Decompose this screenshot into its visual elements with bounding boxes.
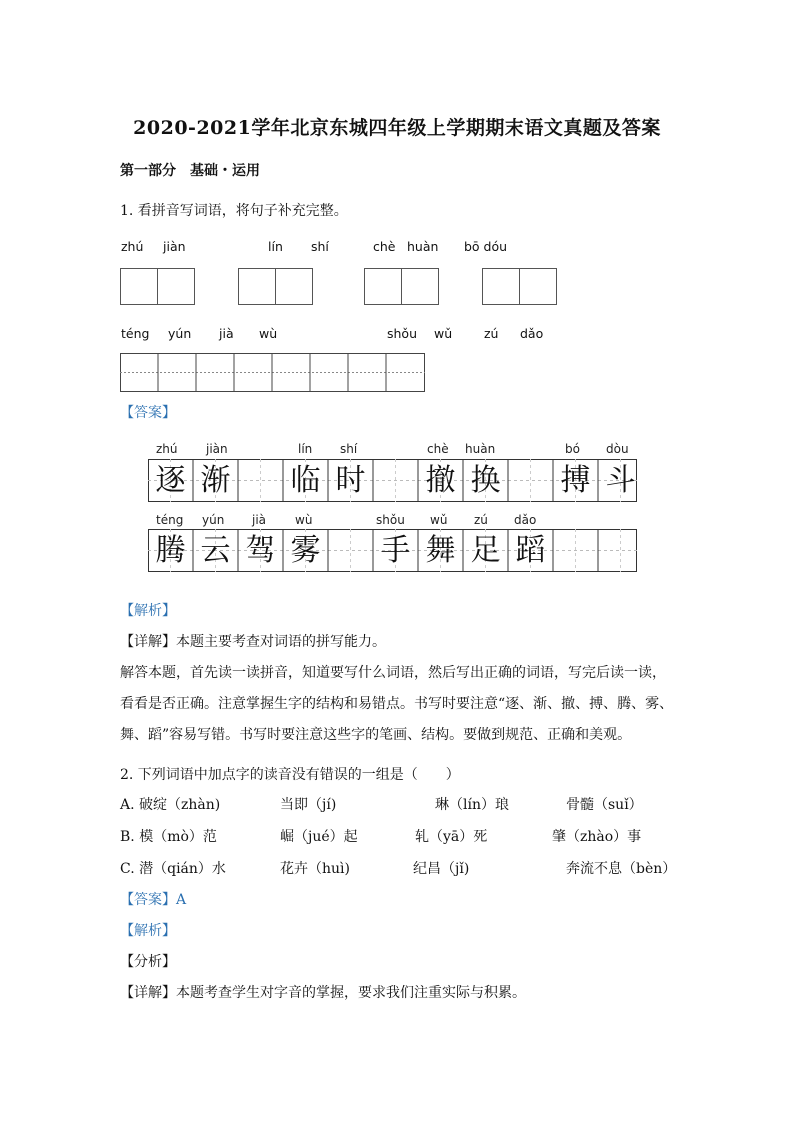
q1-pinyin: bō dóu [464,239,508,254]
answer-box[interactable] [238,268,276,305]
option-b-word: 肇（zhào）事 [552,829,642,845]
answer-pinyin: bó [565,442,580,456]
question-1-stem: 1. 看拼音写词语，将句子补充完整。 [120,203,348,219]
option-a-word: 琳（lín）琅 [435,797,509,813]
answer-char: 搏 [560,463,591,498]
option-b[interactable]: B. 模（mò）范 [120,829,217,845]
q1-pinyin: wù [259,326,278,341]
answer-pinyin: huàn [465,442,496,456]
section-heading: 第一部分 基础・运用 [120,163,260,179]
answer-pinyin: zhú [156,442,178,456]
writing-grid[interactable] [120,353,426,393]
detail-text-1: 【详解】本题主要考查对词语的拼写能力。 [120,634,386,650]
option-a-word: 骨髓（suǐ） [566,797,643,813]
option-c-word: 奔流不息（bèn） [566,861,677,877]
q1-pinyin: yún [168,326,192,341]
analysis-tag: 【解析】 [120,603,176,619]
answer-box[interactable] [157,268,195,305]
option-a[interactable]: A. 破绽（zhàn) [120,797,221,813]
option-c-word: 花卉（huì) [280,861,350,877]
answer-char: 腾 [155,533,186,568]
answer-2-text: 【答案】A [120,892,187,908]
answer-pinyin: dǎo [514,513,537,527]
paragraph-line-1: 解答本题，首先读一读拼音，知道要写什么词语，然后写出正确的词语，写完后读一读， [120,665,666,681]
question-2-stem: 2. 下列词语中加点字的读音没有错误的一组是（ ） [120,767,460,783]
q1-pinyin: lín [268,239,283,254]
option-c-word: 纪昌（jǐ) [413,861,470,877]
q1-pinyin: wǔ [434,326,453,341]
q1-pinyin: huàn [407,239,439,254]
answer-pinyin: lín [298,442,313,456]
answer-char: 临 [290,463,321,498]
answer-box[interactable] [120,268,158,305]
answer-char: 换 [470,463,501,498]
answer-char: 雾 [290,533,321,568]
analysis-sub-tag: 【分析】 [120,954,176,970]
q1-pinyin: jià [219,326,234,341]
paragraph-line-2: 看看是否正确。注意掌握生字的结构和易错点。书写时要注意“逐、渐、撤、搏、腾、雾、 [120,696,674,712]
answer-pinyin: wǔ [430,513,448,527]
q1-pinyin: shí [311,239,329,254]
answer-tag: 【答案】 [120,405,176,421]
answer-pinyin: chè [427,442,449,456]
answer-pinyin: téng [156,513,184,527]
answer-box[interactable] [364,268,402,305]
option-b-word: 崛（jué）起 [280,829,358,845]
q1-pinyin: téng [121,326,150,341]
answer-char: 逐 [155,463,186,498]
answer-char: 驾 [245,533,276,568]
answer-image [148,440,638,575]
q1-pinyin: shǒu [387,326,418,341]
answer-box[interactable] [482,268,520,305]
option-b-word: 轧（yā）死 [415,829,488,845]
answer-char: 斗 [605,463,636,498]
answer-box[interactable] [519,268,557,305]
answer-char: 足 [470,533,501,568]
answer-char: 撤 [425,463,456,498]
option-c[interactable]: C. 潜（qián）水 [120,861,226,877]
answer-box[interactable] [401,268,439,305]
answer-pinyin: shí [340,442,358,456]
answer-pinyin: dòu [606,442,629,456]
answer-pinyin: yún [202,513,225,527]
answer-char: 舞 [425,533,456,568]
option-a-word: 当即（jí) [280,797,337,813]
answer-char: 时 [335,463,366,498]
answer-char: 蹈 [515,533,546,568]
detail-text-2: 【详解】本题考查学生对字音的掌握，要求我们注重实际与积累。 [120,985,526,1001]
q1-pinyin: chè [373,239,396,254]
q1-pinyin: zhú [121,239,144,254]
answer-pinyin: shǒu [376,513,405,527]
answer-char: 渐 [200,463,231,498]
paragraph-line-3: 舞、蹈”容易写错。书写时要注意这些字的笔画、结构。要做到规范、正确和美观。 [120,727,632,743]
answer-2 [120,889,186,909]
answer-box[interactable] [275,268,313,305]
analysis-2-tag: 【解析】 [120,923,176,939]
answer-char: 云 [200,533,231,568]
page-title: 2020-2021学年北京东城四年级上学期期末语文真题及答案 [133,117,661,139]
q1-pinyin: jiàn [163,239,186,254]
q1-pinyin: zú [484,326,499,341]
q1-pinyin: dǎo [520,326,544,341]
answer-pinyin: wù [295,513,313,527]
answer-char: 手 [380,533,411,568]
answer-pinyin: jiàn [206,442,228,456]
answer-pinyin: zú [474,513,488,527]
answer-pinyin: jià [252,513,267,527]
